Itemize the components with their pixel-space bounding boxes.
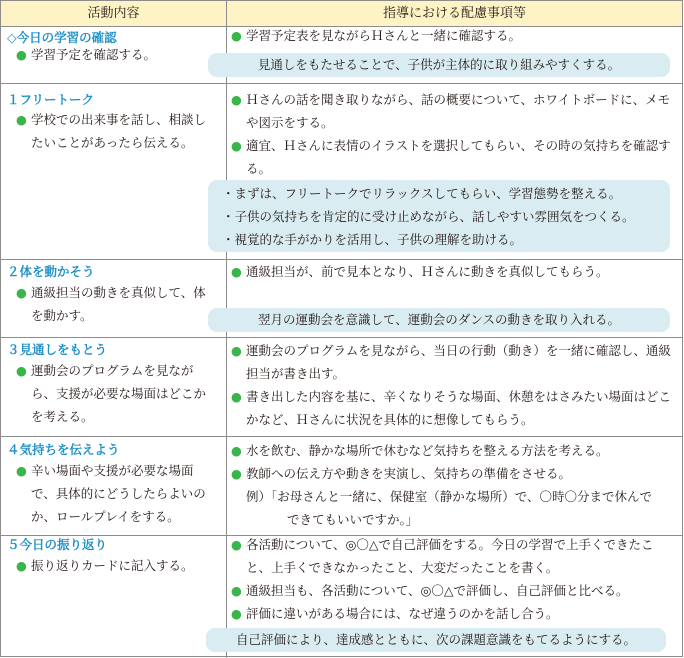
- bullet-icon: ●: [16, 558, 27, 573]
- care-item: ● Ｈさんの話を聞き取りながら、話の概要について、ホワイトボードに、メモや図示をする。: [231, 88, 674, 134]
- note-box: 見通しをもたせることで、子供が主体的に取り組みやすくする。: [208, 53, 670, 77]
- bullet-icon: ●: [231, 343, 242, 358]
- activity-item: ● 学習予定を確認する。: [16, 43, 216, 66]
- care-item: ● 書き出した内容を基に、辛くなりそうな場面、休憩をはさみたい場面はどこかなど、Ｈさんに状況を具体的に想像してもらう。: [231, 385, 674, 431]
- plan-row: [1, 84, 682, 260]
- bullet-icon: ●: [231, 537, 242, 552]
- bullet-icon: ●: [16, 285, 27, 300]
- care-item: ● 学習予定表を見ながらＨさんと一緒に確認する。: [231, 24, 674, 47]
- row-title: ４気持ちを伝えよう: [7, 442, 120, 457]
- care-list: [231, 24, 674, 47]
- plan-row: [1, 437, 682, 536]
- header-activity: 活動内容: [1, 1, 227, 27]
- header-care: 指導における配慮事項等: [227, 1, 682, 27]
- example-line: できてもいいですか。」: [287, 512, 419, 527]
- note-box: ・まずは、フリートークでリラックスしてもらい、学習態勢を整える。 ・子供の気持ちを肯定的に受け止めながら、話しやすい雰囲気をつくる。 ・視覚的な手がかりを活用し、子供の理解を助ける。: [208, 180, 670, 252]
- note-box: 自己評価により、達成感とともに、次の課題意識をもてるようにする。: [206, 628, 666, 652]
- care-item: ● 適宜、Ｈさんに表情のイラストを選択してもらい、その時の気持ちを確認する。: [231, 134, 674, 180]
- bullet-icon: ●: [16, 47, 27, 62]
- care-item: ● 各活動について、◎〇△で自己評価をする。今日の学習で上手くできたこと、上手くできなかったこと、大変だったことを書く。: [231, 533, 674, 579]
- bullet-icon: ●: [231, 466, 242, 481]
- bullet-icon: ●: [231, 583, 242, 598]
- example-line: 例）「お母さんと一緒に、保健室（静かな場所）で、〇時〇分まで休んで: [246, 489, 653, 504]
- care-item: ● 評価に違いがある場合には、なぜ違うのかを話し合う。: [231, 602, 674, 625]
- plan-row: [1, 260, 682, 338]
- note-box: 翌月の運動会を意識して、運動会のダンスの動きを取り入れる。: [208, 308, 670, 332]
- bullet-icon: ●: [16, 363, 27, 378]
- bullet-icon: ●: [231, 606, 242, 621]
- care-item: ● 通級担当が、前で見本となり、Ｈさんに動きを真似してもらう。: [231, 260, 674, 283]
- bullet-icon: ●: [231, 389, 242, 404]
- plan-row: [1, 536, 682, 658]
- activity-item: ● 運動会のプログラムを見ながら、支援が必要な場面はどこかを考える。: [16, 359, 216, 428]
- care-list: [231, 533, 674, 625]
- activity-item: ● 辛い場面や支援が必要な場面で、具体的にどうしたらよいのか、ロールプレイをする。: [16, 459, 216, 528]
- care-item: ● 通級担当も、各活動について、◎〇△で評価し、自己評価と比べる。: [231, 579, 674, 602]
- row-title: ３見通しをもとう: [7, 342, 108, 357]
- activity-item: ● 振り返りカードに記入する。: [16, 554, 216, 577]
- care-item: ● 運動会のプログラムを見ながら、当日の行動（動き）を一緒に確認し、通級担当が書き出す。: [231, 339, 674, 385]
- row-title: ５今日の振り返り: [7, 537, 108, 552]
- row-title: １フリートーク: [7, 92, 95, 107]
- care-list: [231, 339, 674, 431]
- row-title: ２体を動かそう: [7, 264, 95, 279]
- plan-row: [1, 338, 682, 437]
- care-list: [231, 88, 674, 180]
- bullet-icon: ●: [231, 92, 242, 107]
- care-list: [231, 260, 674, 283]
- plan-row: [1, 27, 682, 84]
- bullet-icon: ●: [16, 112, 27, 127]
- row-title: ◇今日の学習の確認: [7, 30, 117, 45]
- bullet-icon: ●: [16, 463, 27, 478]
- bullet-icon: ●: [231, 264, 242, 279]
- bullet-icon: ●: [231, 138, 242, 153]
- care-list: [231, 439, 674, 531]
- bullet-icon: ●: [231, 28, 242, 43]
- activity-item: ● 通級担当の動きを真似して、体を動かす。: [16, 281, 216, 327]
- care-item: ● 教師への伝え方や動きを実演し、気持ちの準備をさせる。: [231, 462, 674, 485]
- bullet-icon: ●: [231, 443, 242, 458]
- care-item: ● 水を飲む、静かな場所で休むなど気持ちを整える方法を考える。: [231, 439, 674, 462]
- activity-item: ● 学校での出来事を話し、相談したいことがあったら伝える。: [16, 108, 216, 154]
